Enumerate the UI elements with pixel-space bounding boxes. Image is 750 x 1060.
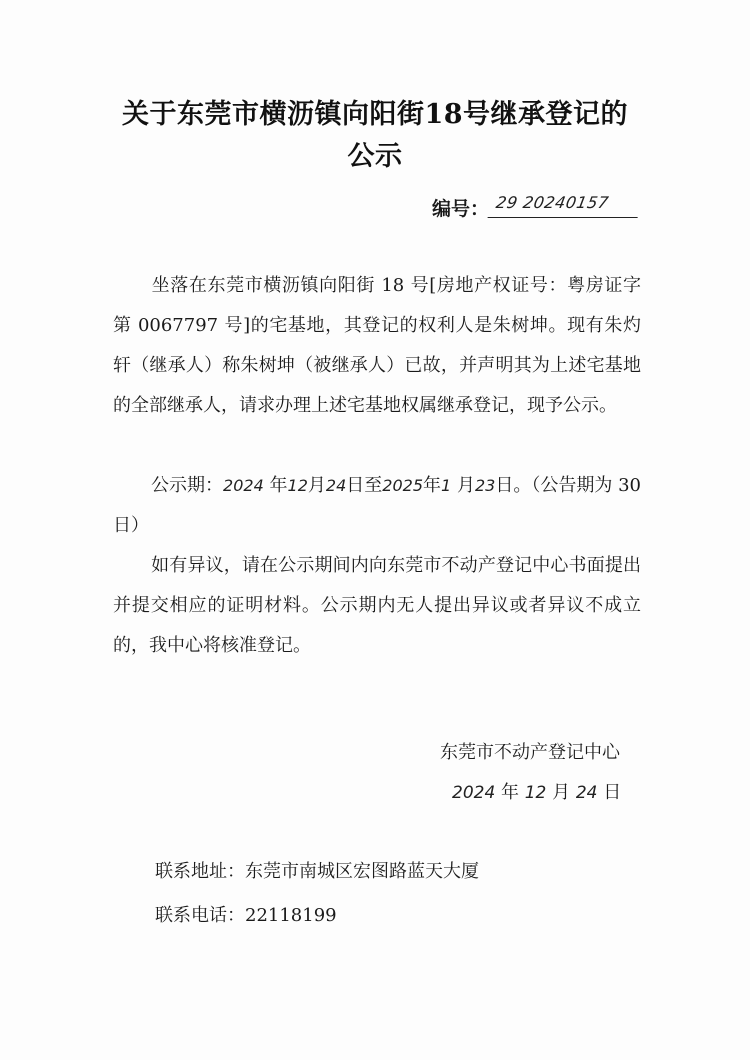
notice-start-day: 24: [325, 476, 347, 495]
issue-month: 12: [524, 783, 547, 803]
contact-address: 东莞市南城区宏图路蓝天大厦: [245, 861, 479, 882]
serial-number-label: 编号：: [432, 198, 490, 220]
contact-address-row: [155, 857, 479, 883]
notice-start-month: 12: [287, 476, 308, 495]
notice-end-day: 23: [474, 476, 496, 495]
contact-phone-row: [155, 901, 337, 927]
notice-end-month: 1: [441, 476, 452, 495]
notice-end-year: 2025: [382, 476, 423, 495]
issue-month-char: 月: [552, 782, 571, 803]
notice-end-month-char: 月: [456, 475, 475, 496]
paragraph-objection-text: 如有异议，请在公示期间内向东莞市不动产登记中心书面提出并提交相应的证明材料。公示期内无人提出异议或者异议不成立的，我中心将核准登记。: [113, 555, 641, 656]
issue-year-char: 年: [501, 782, 519, 803]
document-title-line1: 关于东莞市横沥镇向阳街18号继承登记的: [121, 99, 629, 130]
notice-end-day-char: 日。: [495, 475, 532, 496]
notice-day-to: 日至: [346, 475, 383, 496]
serial-number-row: [432, 194, 642, 224]
issue-date: [452, 778, 621, 804]
notice-start-year: 2024: [223, 476, 264, 495]
contact-phone: 22118199: [245, 905, 337, 926]
notice-month-char: 月: [307, 475, 326, 496]
notice-year-char: 年: [269, 475, 288, 496]
notice-period-label: 公示期：: [151, 475, 224, 496]
notice-end-year-char: 年: [423, 475, 442, 496]
paragraph-registration-text: 坐落在东莞市横沥镇向阳街 18 号[房地产权证号：粤房证字第 0067797 号]的宅基地，其登记的权利人是朱树坤。现有朱灼轩（继承人）称朱树坤（被继承人）已故，并声明其为上述宅基地的全部继承人，请求办理上述宅基地权属继承登记，现予公示。: [113, 275, 641, 416]
paragraph-objection-instructions: [113, 546, 641, 666]
issue-day-char: 日: [603, 782, 622, 803]
notice-period-suffix: （公告期为 30 日）: [113, 475, 642, 536]
issue-year: 2024: [452, 783, 496, 803]
paragraph-registration-details: [113, 266, 641, 426]
issue-day: 24: [575, 783, 598, 803]
paragraph-notice-period: [113, 466, 641, 546]
serial-number-handwritten: 29 20240157: [488, 190, 643, 218]
document-title-line2: 公示: [347, 141, 403, 172]
issuer-organization: 东莞市不动产登记中心: [440, 742, 620, 763]
contact-address-label: 联系地址：: [155, 861, 245, 882]
contact-phone-label: 联系电话：: [155, 905, 245, 926]
